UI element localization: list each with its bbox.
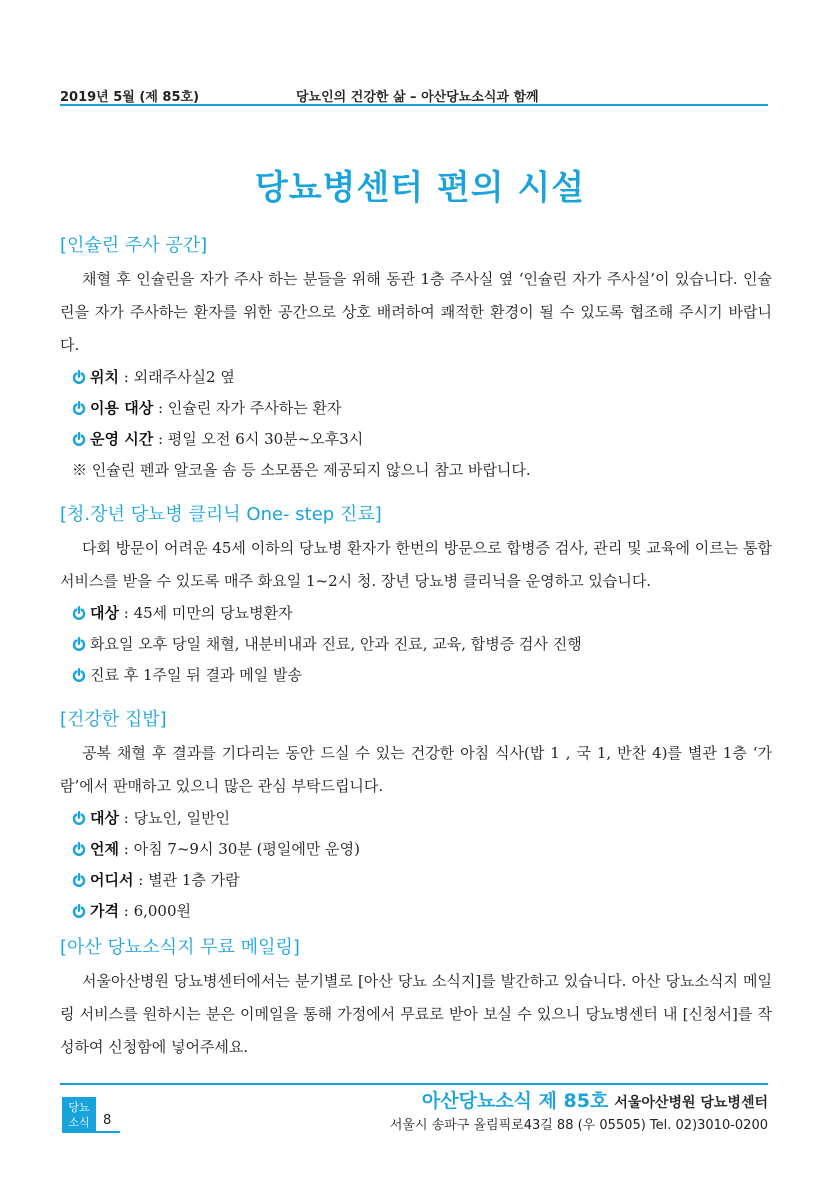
- section-heading: [아산 당뇨소식지 무료 메일링]: [60, 937, 300, 958]
- bullet-item: [60, 629, 772, 660]
- bullet-item: [60, 362, 772, 393]
- section-note: ※ 인슐린 펜과 알코올 솜 등 소모품은 제공되지 않으니 참고 바랍니다.: [72, 461, 531, 479]
- section-healthy-meal: [60, 705, 772, 927]
- bullet-text: : 아침 7~9시 30분 (평일에만 운영): [118, 840, 360, 858]
- section-newsletter-mailing: [60, 933, 772, 1064]
- section-heading: [청.장년 당뇨병 클리닉 One- step 진료]: [60, 504, 382, 525]
- section-young-adult-clinic: [60, 500, 772, 691]
- power-icon: [72, 606, 86, 620]
- bullet-label: 어디서: [90, 871, 134, 889]
- footer-tab-line2: 소식: [68, 1116, 90, 1129]
- bullet-text: 화요일 오후 당일 채혈, 내분비내과 진료, 안과 진료, 교육, 합병증 검사 진행: [90, 635, 582, 653]
- page-number-underline: [96, 1131, 120, 1133]
- section-paragraph: 공복 채혈 후 결과를 기다리는 동안 드실 수 있는 건강한 아침 식사(밥 1 , 국 1, 반찬 4)를 별관 1층 ‘가람’에서 판매하고 있으니 많은 관심 부탁드립니다.: [60, 744, 772, 795]
- page-number: 8: [103, 1113, 112, 1128]
- power-icon: [72, 370, 86, 384]
- bullet-text: : 외래주사실2 옆: [118, 368, 235, 386]
- bullet-label: 위치: [90, 368, 119, 386]
- footer-divider: [60, 1083, 768, 1085]
- section-heading: [건강한 집밥]: [60, 709, 167, 730]
- power-icon: [72, 668, 86, 682]
- bullet-text: : 당뇨인, 일반인: [118, 809, 231, 827]
- page-header: [60, 84, 768, 106]
- header-subtitle: 당뇨인의 건강한 삶 – 아산당뇨소식과 함께: [296, 90, 539, 105]
- publication-name: 아산당뇨소식 제 85호: [421, 1090, 609, 1112]
- bullet-text: : 6,000원: [118, 902, 192, 920]
- section-insulin-room: [60, 231, 772, 486]
- page-title: 당뇨병센터 편의 시설: [254, 168, 586, 208]
- bullet-item: [60, 598, 772, 629]
- bullet-item: [60, 834, 772, 865]
- footer-address: 서울시 송파구 올림픽로43길 88 (우 05505) Tel. 02)3010-0200: [389, 1118, 768, 1133]
- section-paragraph: 서울아산병원 당뇨병센터에서는 분기별로 [아산 당뇨 소식지]를 발간하고 있습니다. 아산 당뇨소식지 메일링 서비스를 원하시는 분은 이메일을 통해 가정에서 무료로 받아 보실 수 있으니 당뇨병센터 내 [신청서]를 작성하여 신청함에 넣어주세요.: [60, 972, 772, 1056]
- section-heading: [인슐린 주사 공간]: [60, 235, 208, 256]
- power-icon: [72, 637, 86, 651]
- bullet-item: [60, 803, 772, 834]
- power-icon: [72, 904, 86, 918]
- section-paragraph: 채혈 후 인슐린을 자가 주사 하는 분들을 위해 동관 1층 주사실 옆 ‘인슐린 자가 주사실’이 있습니다. 인슐린을 자가 주사하는 환자를 위한 공간으로 상호 배려하여 쾌적한 환경이 될 수 있도록 협조해 주시기 바랍니다.: [60, 270, 772, 354]
- bullet-item: [60, 865, 772, 896]
- power-icon: [72, 811, 86, 825]
- bullet-label: 운영 시간: [90, 430, 154, 448]
- bullet-text: : 인슐린 자가 주사하는 환자: [153, 399, 342, 417]
- bullet-item: [60, 424, 772, 455]
- bullet-text: 진료 후 1주일 뒤 결과 메일 발송: [90, 666, 303, 684]
- power-icon: [72, 842, 86, 856]
- organization-name: 서울아산병원 당뇨병센터: [614, 1095, 768, 1111]
- bullet-text: : 평일 오전 6시 30분~오후3시: [153, 430, 364, 448]
- bullet-label: 대상: [90, 604, 119, 622]
- bullet-text: : 별관 1층 가람: [133, 871, 240, 889]
- power-icon: [72, 432, 86, 446]
- footer-tab-line1: 당뇨: [68, 1101, 90, 1114]
- bullet-label: 이용 대상: [90, 399, 154, 417]
- bullet-item: [60, 896, 772, 927]
- bullet-label: 언제: [90, 840, 119, 858]
- bullet-text: : 45세 미만의 당뇨병환자: [118, 604, 293, 622]
- section-paragraph: 다회 방문이 어려운 45세 이하의 당뇨병 환자가 한번의 방문으로 합병증 검사, 관리 및 교육에 이르는 통합 서비스를 받을 수 있도록 매주 화요일 1~2시 청. 장년 당뇨병 클리닉을 운영하고 있습니다.: [60, 539, 772, 590]
- bullet-label: 대상: [90, 809, 119, 827]
- bullet-label: 가격: [90, 902, 119, 920]
- bullet-item: [60, 660, 772, 691]
- footer-tab: [62, 1097, 96, 1133]
- footer-title: [422, 1086, 768, 1113]
- bullet-item: [60, 393, 772, 424]
- power-icon: [72, 401, 86, 415]
- power-icon: [72, 873, 86, 887]
- issue-date: 2019년 5월 (제 85호): [60, 90, 200, 105]
